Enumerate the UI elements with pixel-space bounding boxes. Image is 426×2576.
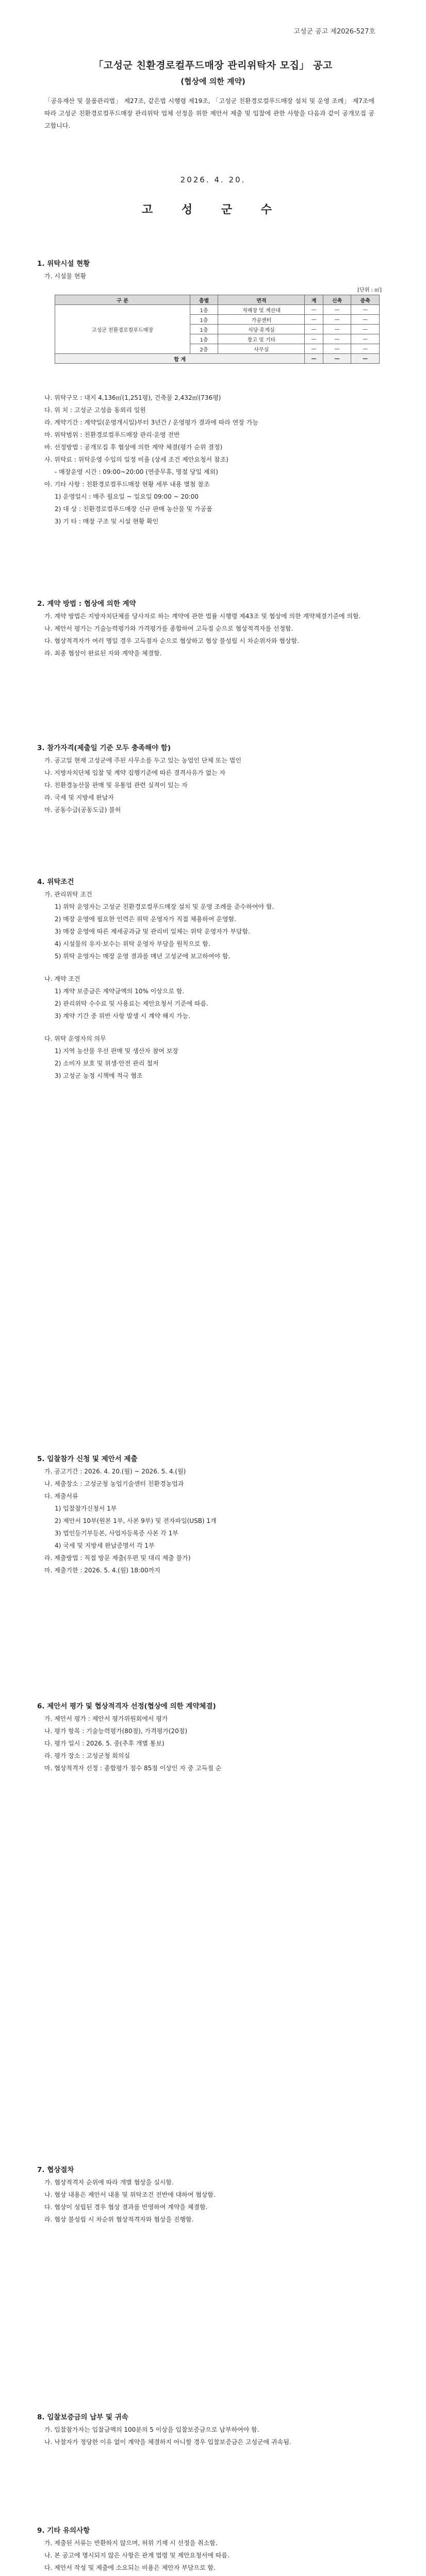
list-item: 마. 제출기한 : 2026. 5. 4.(월) 18:00까지 (44, 1567, 160, 1574)
table-cell: — (351, 305, 380, 315)
notice-number: 고성군 공고 제2026-527호 (293, 28, 375, 36)
list-item: 4) 국세 및 지방세 완납증명서 각 1부 (55, 1542, 155, 1549)
table-row (55, 305, 380, 315)
list-item: 가. 협상적격자 순위에 따라 개별 협상을 실시함. (44, 2179, 174, 2186)
table-cell: 1층 (190, 325, 218, 334)
list-item: 마. 공동수급(공동도급) 불허 (44, 806, 121, 814)
table-cell: 고성군 친환경로컬푸드매장 (55, 305, 190, 354)
list-item: 4) 시설물의 유지·보수는 위탁 운영자 부담을 원칙으로 함. (55, 940, 210, 947)
table-cell: — (305, 315, 323, 325)
list-item: 마. 협상적격자 선정 : 종합평가 점수 85점 이상인 자 중 고득점 순 (44, 1765, 222, 1772)
list-item: 3) 매장 운영에 따른 제세공과금 및 관리비 일체는 위탁 운영자가 부담함. (55, 928, 250, 935)
table-header: 증축 (351, 295, 380, 305)
table-cell: 식당·휴게실 (218, 325, 305, 334)
table-header: 신축 (323, 295, 351, 305)
list-item: 가. 관리위탁 조건 (44, 891, 92, 898)
list-item: 다. 위탁 운영자의 의무 (44, 1035, 106, 1042)
table-cell: — (351, 354, 380, 364)
title-block (0, 58, 426, 87)
list-item: 다. 위 치 : 고성군 고성읍 동외리 일원 (44, 406, 146, 414)
table-cell: — (305, 334, 323, 344)
list-item: 라. 제출방법 : 직접 방문 제출(우편 및 대리 제출 불가) (44, 1554, 191, 1562)
table-cell: — (323, 334, 351, 344)
list-item: 2) 매장 운영에 필요한 인력은 위탁 운영자가 직접 채용하여 운영함. (55, 916, 236, 923)
section-6 (37, 1700, 388, 1774)
list-item: 나. 제출장소 : 고성군청 농업기술센터 친환경농업과 (44, 1480, 184, 1487)
list-item: 다. 제출서류 (44, 1493, 78, 1500)
section-2-heading: 2. 계약 방법 : 협상에 의한 계약 (37, 600, 136, 608)
list-item: 3) 계약 기간 중 위반 사항 발생 시 계약 해지 가능. (55, 1012, 190, 1020)
table-cell: — (305, 344, 323, 354)
section-1 (37, 258, 388, 282)
facility-table (55, 295, 380, 364)
list-item: 나. 위탁구모 : 대지 4,136㎡(1,251평), 건축물 2,432㎡(736평) (44, 394, 221, 401)
list-item: - 매장운영 시간 : 09:00~20:00 (연중무휴, 명절 당일 제외) (55, 468, 218, 476)
section-8-heading: 8. 입찰보증금의 납부 및 귀속 (37, 2413, 128, 2421)
table-cell: 1층 (190, 334, 218, 344)
section-9 (37, 2524, 388, 2576)
section-3-heading: 3. 참가자격(제출일 기준 모두 충족해야 함) (37, 744, 171, 752)
table-header: 구 분 (55, 295, 190, 305)
list-item: 나. 계약 조건 (44, 975, 80, 982)
notice-date: 2026. 4. 20. (180, 175, 246, 184)
table-cell: 2층 (190, 344, 218, 354)
section-6-heading: 6. 제안서 평가 및 협상적격자 선정(협상에 의한 계약체결) (37, 1702, 216, 1710)
list-item: 라. 협상 불성립 시 차순위 협상적격자와 협상을 진행함. (44, 2216, 194, 2223)
list-item: 마. 위탁범위 : 친환경로컬푸드매장 관리·운영 전반 (44, 431, 180, 438)
table-header-row (55, 295, 380, 305)
list-item: 아. 기타 사항 : 친환경로컬푸드매장 현황 세부 내용 별첨 참조 (44, 481, 210, 488)
page-title: 「고성군 친환경로컬푸드매장 관리위탁자 모집」 공고 (93, 60, 333, 71)
list-item: 다. 협상적격자가 여러 명일 경우 고득점자 순으로 협상하고 협상 불성립 시 차순위자와 협상함. (44, 637, 299, 645)
table-cell: 창고 및 기타 (218, 334, 305, 344)
list-item: 나. 평가 항목 : 기술능력평가(80점), 가격평가(20점) (44, 1727, 188, 1735)
list-item: 라. 최종 협상이 완료된 자와 계약을 체결함. (44, 650, 162, 657)
table-cell: 가공센터 (218, 315, 305, 325)
list-item: 라. 국세 및 지방세 완납자 (44, 794, 114, 801)
list-item: 3) 고성군 농정 시책에 적극 협조 (55, 1072, 143, 1079)
section-1-items (37, 392, 388, 528)
table-cell: — (323, 315, 351, 325)
list-item: 가. 공고일 현재 고성군에 주된 사무소를 두고 있는 농업인 단체 또는 법인 (44, 757, 241, 764)
intro-paragraph: 「공유재산 및 물품관리법」 제27조, 같은법 시행령 제19조, 「고성군 친환경로컬푸드매장 설치 및 운영 조례」 제7조에 따라 고성군 친환경로컬푸드매장 관리위탁 업체 선정을 위한 제안서 제출 및 입찰에 관한 사항을 다음과 같이 공개모집 공고합니다. (44, 97, 374, 129)
section-5-heading: 5. 입찰참가 신청 및 제안서 제출 (37, 1455, 138, 1463)
table-cell: 사무실 (218, 344, 305, 354)
section-7 (37, 2164, 388, 2226)
issuer-name: 고 성 군 수 (142, 204, 284, 216)
section-2 (37, 598, 388, 659)
list-item: 다. 친환경농산물 판매 및 유통업 관련 실적이 있는 자 (44, 782, 188, 789)
list-item: 2) 관리위탁 수수료 및 사용료는 제안요청서 기준에 따름. (55, 1000, 208, 1007)
list-item: 3) 법인등기부등본, 사업자등록증 사본 각 1부 (55, 1530, 178, 1537)
table-cell: 합 계 (55, 354, 305, 364)
list-item: 2) 대 상 : 친환경로컬푸드매장 신규 판매 농산물 및 가공품 (55, 505, 212, 513)
list-item: 가. 제안서 평가 : 제안서 평가위원회에서 평가 (44, 1715, 168, 1722)
table-cell: 직매장 및 계산대 (218, 305, 305, 315)
table-cell: — (305, 325, 323, 334)
list-item: 나. 낙찰자가 정당한 이유 없이 계약을 체결하지 아니할 경우 입찰보증금은 고성군에 귀속됨. (44, 2438, 291, 2446)
list-item: 가. 계약 방법은 지방자치단체를 당사자로 하는 계약에 관한 법률 시행령 제43조 및 협상에 의한 계약체결기준에 의함. (44, 613, 361, 620)
list-item: 가. 공고기간 : 2026. 4. 20.(월) ~ 2026. 5. 4.(월) (44, 1468, 186, 1475)
table-header: 계 (305, 295, 323, 305)
table-cell: — (323, 325, 351, 334)
table-cell: — (323, 344, 351, 354)
section-5 (37, 1453, 388, 1577)
table-cell: — (351, 334, 380, 344)
list-item: 1) 위탁 운영자는 고성군 친환경로컬푸드매장 설치 및 운영 조례를 준수하여야 함. (55, 903, 274, 910)
list-item: 1) 입찰참가신청서 1부 (55, 1505, 117, 1512)
table-cell: — (323, 354, 351, 364)
table-header: 면적 (218, 295, 305, 305)
page-subtitle: (협상에 의한 계약) (181, 77, 245, 86)
list-item: 1) 지역 농산물 우선 판매 및 생산자 참여 보장 (55, 1047, 178, 1055)
table-cell: 1층 (190, 305, 218, 315)
list-item: 1) 계약 보증금은 계약금액의 10% 이상으로 함. (55, 988, 185, 995)
table-cell: — (351, 315, 380, 325)
table-cell: — (351, 325, 380, 334)
table-header: 층별 (190, 295, 218, 305)
section-1-sub: 가. 시설물 현황 (44, 273, 86, 280)
table-unit: [단위 : ㎡] (357, 287, 382, 293)
section-8 (37, 2411, 388, 2448)
list-item: 다. 평가 일시 : 2026. 5. 중(추후 개별 통보) (44, 1740, 165, 1747)
section-9-heading: 9. 기타 유의사항 (37, 2527, 90, 2535)
list-item: 가. 입찰참가자는 입찰금액의 100분의 5 이상을 입찰보증금으로 납부하여야 함. (44, 2426, 259, 2433)
list-item: 사. 위탁료 : 위탁운영 수입의 일정 비율 (상세 조건 제안요청서 참조) (44, 456, 228, 463)
table-cell: — (305, 354, 323, 364)
list-item: 나. 제안서 평가는 기술능력평가와 가격평가를 종합하여 고득점 순으로 협상적격자를 선정함. (44, 625, 293, 632)
list-item: 다. 제안서 작성 및 제출에 소요되는 비용은 제안자 부담으로 함. (44, 2564, 216, 2571)
list-item: 1) 운영일시 : 매주 월요일 ~ 일요일 09:00 ~ 20:00 (55, 493, 199, 500)
section-4-heading: 4. 위탁조건 (37, 878, 74, 886)
table-total-row (55, 354, 380, 364)
list-item: 가. 제출된 서류는 반환하지 않으며, 허위 기재 시 선정을 취소함. (44, 2539, 218, 2547)
list-item: 2) 소비자 보호 및 위생·안전 관리 철저 (55, 1060, 159, 1067)
table-cell: — (323, 305, 351, 315)
list-item: 나. 협상 내용은 제안서 내용 및 위탁조건 전반에 대하여 협상함. (44, 2191, 216, 2198)
table-cell: — (351, 344, 380, 354)
section-3 (37, 742, 388, 816)
section-4 (37, 876, 388, 1082)
list-item: 라. 계약기간 : 계약일(운영개시일)부터 3년간 / 운영평가 결과에 따라 연장 가능 (44, 419, 258, 426)
list-item: 나. 지방자치단체 입찰 및 계약 집행기준에 따른 결격사유가 없는 자 (44, 769, 226, 776)
table-cell: 1층 (190, 315, 218, 325)
section-1-heading: 1. 위탁시설 현황 (37, 260, 90, 268)
section-7-heading: 7. 협상절차 (37, 2166, 74, 2174)
list-item: 5) 위탁 운영자는 매장 운영 결과를 매년 고성군에 보고하여야 함. (55, 953, 231, 960)
table-cell: — (305, 305, 323, 315)
list-item (37, 2574, 388, 2576)
list-item: 라. 평가 장소 : 고성군청 회의실 (44, 1752, 130, 1759)
list-item: 나. 본 공고에 명시되지 않은 사항은 관계 법령 및 제안요청서에 따름. (44, 2552, 230, 2559)
list-item: 다. 협상이 성립된 경우 협상 결과를 반영하여 계약을 체결함. (44, 2204, 208, 2211)
list-item: 2) 제안서 10부(원본 1부, 사본 9부) 및 전자파일(USB) 1개 (55, 1517, 217, 1524)
list-item: 3) 기 타 : 매장 구조 및 시설 현황 확인 (55, 518, 159, 525)
list-item: 바. 선정방법 : 공개모집 후 협상에 의한 계약 체결(평가 순위 결정) (44, 444, 223, 451)
